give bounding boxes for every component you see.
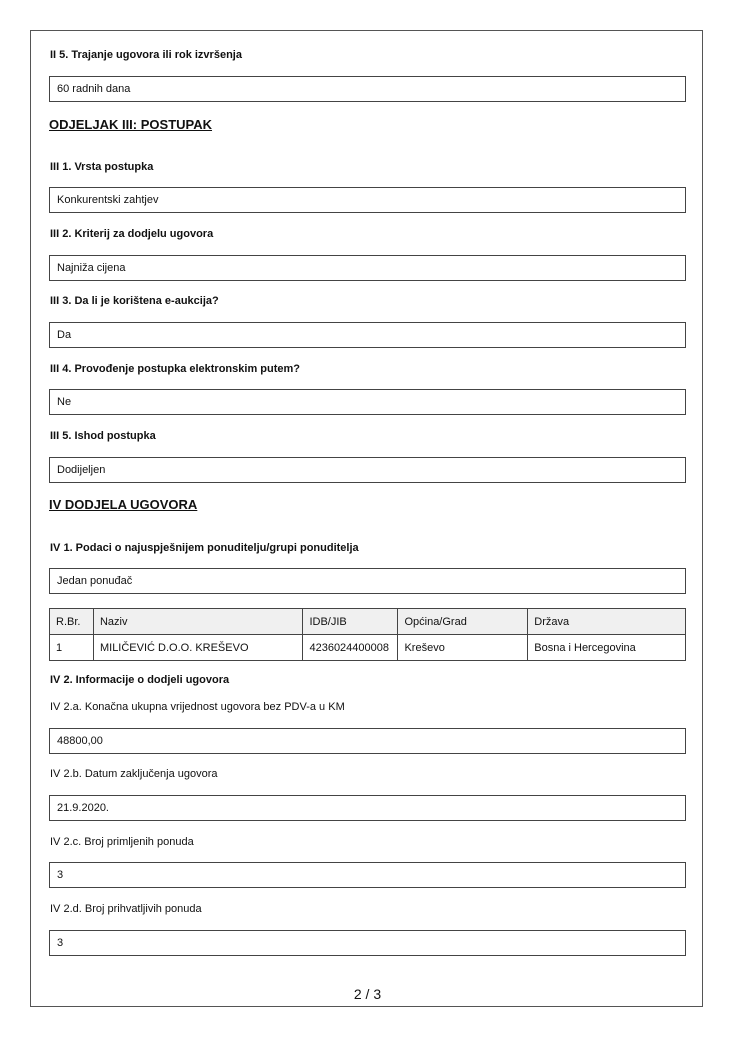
iv2b-label: IV 2.b. Datum zaključenja ugovora (50, 768, 218, 780)
iv2a-label: IV 2.a. Konačna ukupna vrijednost ugovora bez PDV-a u KM (50, 701, 345, 713)
cell-rbr: 1 (50, 635, 94, 661)
iii5-label: III 5. Ishod postupka (50, 430, 156, 442)
iii2-label: III 2. Kriterij za dodjelu ugovora (50, 228, 214, 240)
header-drzava: Država (528, 609, 686, 635)
iii3-value: Da (49, 322, 686, 348)
section-4-title: IV DODJELA UGOVORA (49, 497, 198, 512)
ii5-value: 60 radnih dana (49, 76, 686, 102)
iii4-value: Ne (49, 389, 686, 415)
page-frame (30, 30, 703, 1007)
header-naziv: Naziv (93, 609, 303, 635)
header-opcina: Općina/Grad (398, 609, 528, 635)
iv1-label: IV 1. Podaci o najuspješnijem ponuditelju/grupi ponuditelja (50, 542, 359, 554)
iv2b-value: 21.9.2020. (49, 795, 686, 821)
table-row (50, 635, 686, 661)
cell-idb: 4236024400008 (303, 635, 398, 661)
cell-drzava: Bosna i Hercegovina (528, 635, 686, 661)
iii5-value: Dodijeljen (49, 457, 686, 483)
iii1-value: Konkurentski zahtjev (49, 187, 686, 213)
iii2-value: Najniža cijena (49, 255, 686, 281)
cell-naziv: MILIČEVIĆ D.O.O. KREŠEVO (93, 635, 303, 661)
iv2-label: IV 2. Informacije o dodjeli ugovora (50, 674, 230, 686)
iv2c-label: IV 2.c. Broj primljenih ponuda (50, 836, 194, 848)
section-3-title: ODJELJAK III: POSTUPAK (49, 117, 213, 132)
table-header-row (50, 609, 686, 635)
iv1-value: Jedan ponuđač (49, 568, 686, 594)
iv2d-value: 3 (49, 930, 686, 956)
iv2d-label: IV 2.d. Broj prihvatljivih ponuda (50, 903, 202, 915)
header-rbr: R.Br. (50, 609, 94, 635)
iv2a-value: 48800,00 (49, 728, 686, 754)
iii1-label: III 1. Vrsta postupka (50, 161, 154, 173)
header-idb: IDB/JIB (303, 609, 398, 635)
iv2c-value: 3 (49, 862, 686, 888)
page-number: 2 / 3 (353, 986, 382, 1002)
iii4-label: III 4. Provođenje postupka elektronskim putem? (50, 363, 301, 375)
cell-opcina: Kreševo (398, 635, 528, 661)
bidders-table (49, 608, 686, 661)
iii3-label: III 3. Da li je korištena e-aukcija? (50, 295, 219, 307)
ii5-label: II 5. Trajanje ugovora ili rok izvršenja (50, 49, 242, 61)
